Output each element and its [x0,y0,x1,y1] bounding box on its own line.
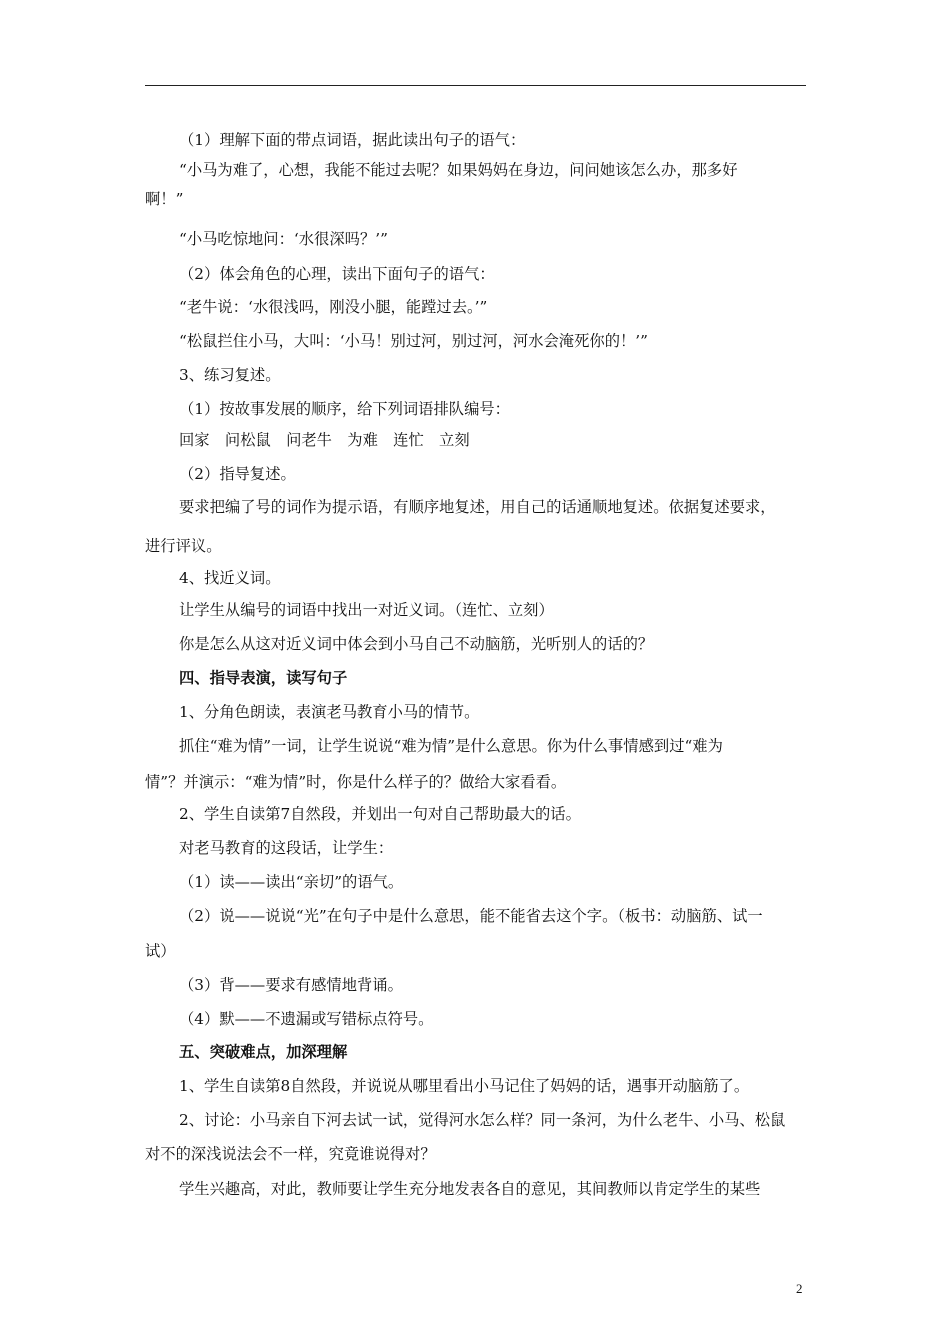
paragraph-line: “松鼠拦住小马，大叫：‘小马！别过河，别过河，河水会淹死你的！’” [179,332,648,350]
paragraph-line: （2）指导复述。 [179,465,296,483]
paragraph-line: “小马为难了，心想，我能不能过去呢？如果妈妈在身边，问问她该怎么办，那多好 [179,161,738,179]
paragraph-line: 对不的深浅说法会不一样，究竟谁说得对？ [145,1145,436,1163]
paragraph-line: 要求把编了号的词作为提示语，有顺序地复述，用自己的话通顺地复述。依据复述要求， [179,498,776,516]
section-title: 五、突破难点，加深理解 [179,1043,348,1061]
paragraph-line: 试） [145,942,176,960]
section-heading: 4、找近义词。 [179,569,281,587]
paragraph-line: “老牛说：‘水很浅吗，刚没小腿，能蹚过去。’” [179,298,488,316]
paragraph-line: 对老马教育的这段话，让学生： [179,839,394,857]
section-title: 四、指导表演，读写句子 [179,669,348,687]
paragraph-line: 抓住“难为情”一词，让学生说说“难为情”是什么意思。你为什么事情感到过“难为 [179,737,723,755]
section-heading: 3、练习复述。 [179,366,281,384]
paragraph-line: （2）说——说说“光”在句子中是什么意思，能不能省去这个字。（板书：动脑筋、试一 [179,907,763,925]
paragraph-line: （2）体会角色的心理，读出下面句子的语气： [179,265,495,283]
paragraph-line: 1、学生自读第8自然段，并说说从哪里看出小马记住了妈妈的话，遇事开动脑筋了。 [179,1077,750,1095]
header-rule [145,85,806,86]
paragraph-line: （1）按故事发展的顺序，给下列词语排队编号： [179,400,510,418]
paragraph-line: 进行评议。 [145,537,222,555]
paragraph-line: 学生兴趣高，对此，教师要让学生充分地发表各自的意见，其间教师以肯定学生的某些 [179,1180,761,1198]
paragraph-line: 2、学生自读第7自然段，并划出一句对自己帮助最大的话。 [179,805,581,823]
paragraph-line: （1）理解下面的带点词语，据此读出句子的语气： [179,131,526,149]
paragraph-line: （3）背——要求有感情地背诵。 [179,976,403,994]
paragraph-line: 啊！” [145,190,184,208]
page-number: 2 [796,1281,803,1296]
paragraph-line: 情”？并演示：“难为情”时，你是什么样子的？做给大家看看。 [145,773,567,791]
paragraph-line: 让学生从编号的词语中找出一对近义词。（连忙、立刻） [179,601,554,619]
paragraph-line: “小马吃惊地问：‘水很深吗？’” [179,230,388,248]
paragraph-line: 2、讨论：小马亲自下河去试一试，觉得河水怎么样？同一条河，为什么老牛、小马、松鼠 [179,1111,786,1129]
paragraph-line: （4）默——不遗漏或写错标点符号。 [179,1010,434,1028]
paragraph-line: 1、分角色朗读，表演老马教育小马的情节。 [179,703,480,721]
paragraph-line: 你是怎么从这对近义词中体会到小马自己不动脑筋，光听别人的话的？ [179,635,654,653]
word-list: 回家 问松鼠 问老牛 为难 连忙 立刻 [179,431,470,449]
paragraph-line: （1）读——读出“亲切”的语气。 [179,873,404,891]
